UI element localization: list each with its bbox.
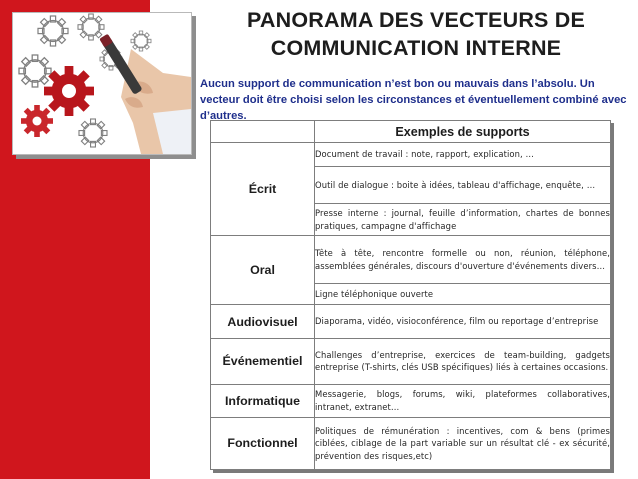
table-row	[211, 417, 611, 469]
example-cell: Presse interne : journal, feuille d’information, chartes de bonnes pratiques, campagne d'affichage	[315, 204, 611, 236]
page-subtitle: Aucun support de communication n’est bon ou mauvais dans l’absolu. Un vecteur doit être choisi selon les circonstances et éventuellement combiné avec d’autres.	[200, 78, 627, 122]
table-row	[211, 305, 611, 338]
page-title: PANORAMA DES VECTEURS DE COMMUNICATION INTERNE	[246, 8, 586, 60]
category-oral: Oral	[211, 236, 315, 305]
table-header-empty	[211, 121, 315, 143]
category-ecrit: Écrit	[211, 143, 315, 236]
example-cell: Ligne téléphonique ouverte	[315, 284, 611, 305]
category-evenementiel: Événementiel	[211, 338, 315, 384]
example-cell: Politiques de rémunération : incentives, com & bens (primes ciblées, ciblage de la part variable sur un résultat clé - ex sécurité, prévention des risques,etc)	[315, 417, 611, 469]
category-audiovisuel: Audiovisuel	[211, 305, 315, 338]
example-cell: Diaporama, vidéo, visioconférence, film ou reportage d’entreprise	[315, 305, 611, 338]
table-row	[211, 143, 611, 167]
example-cell: Outil de dialogue : boite à idées, tableau d'affichage, enquête, …	[315, 167, 611, 204]
gears-hand-icon	[13, 13, 191, 154]
category-fonctionnel: Fonctionnel	[211, 417, 315, 469]
table-row	[211, 236, 611, 284]
example-cell: Tête à tête, rencontre formelle ou non, réunion, téléphone, assemblées générales, discours d'ouverture d'événements divers…	[315, 236, 611, 284]
table-header: Exemples de supports	[315, 121, 611, 143]
example-cell: Document de travail : note, rapport, explication, …	[315, 143, 611, 167]
example-cell: Challenges d’entreprise, exercices de team-building, gadgets entreprise (T-shirts, clés USB spécifiques) liés à certaines occasions.	[315, 338, 611, 384]
supports-table	[210, 120, 611, 470]
category-informatique: Informatique	[211, 384, 315, 417]
table-header-row	[211, 121, 611, 143]
table-row	[211, 384, 611, 417]
example-cell: Messagerie, blogs, forums, wiki, plateformes collaboratives, intranet, extranet…	[315, 384, 611, 417]
table-row	[211, 338, 611, 384]
illustration-image	[12, 12, 192, 155]
